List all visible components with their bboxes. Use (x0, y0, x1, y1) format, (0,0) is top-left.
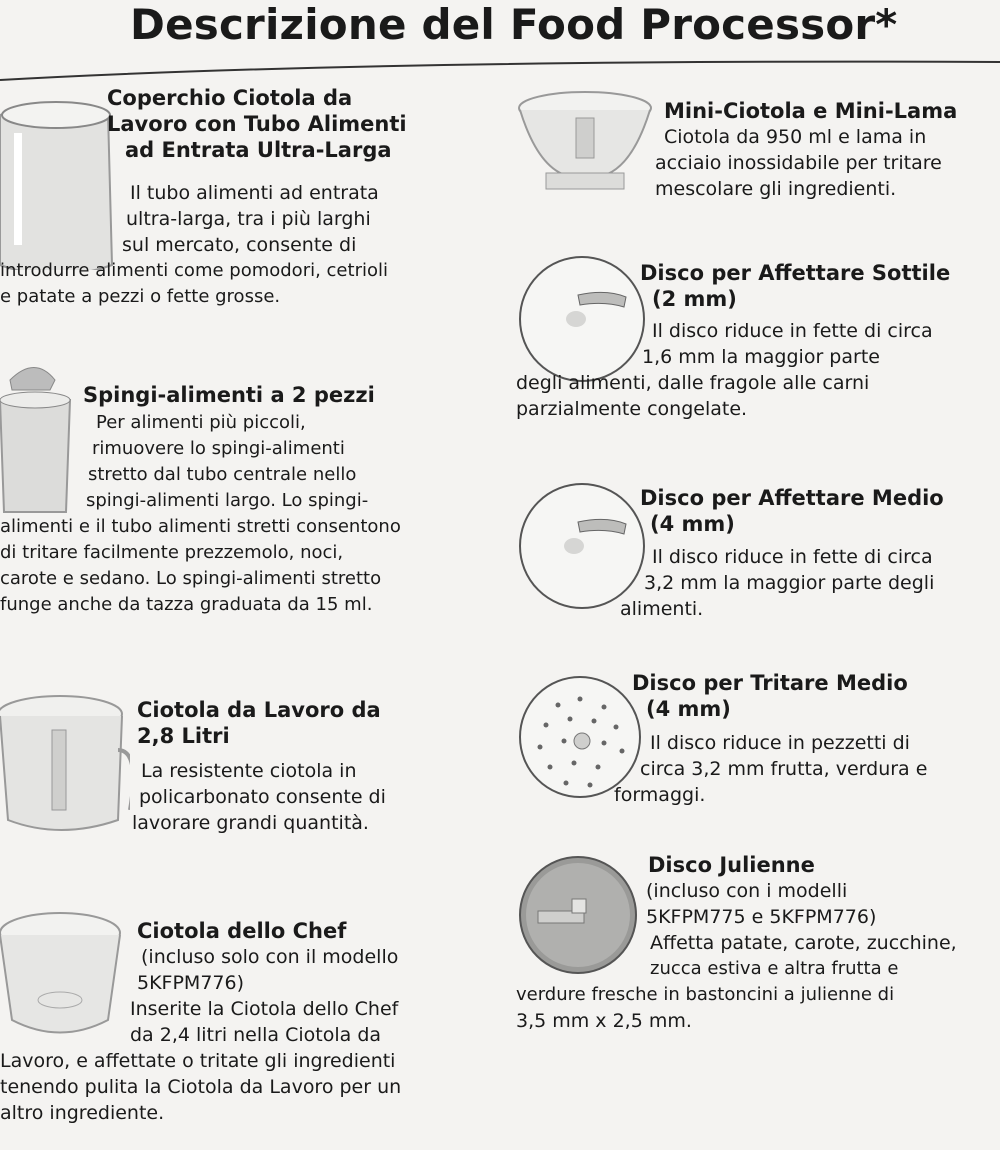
mini-description: Ciotola da 950 ml e lama in acciaio inossidabile per tritare mescolare gli ingredienti. (655, 126, 942, 200)
thin-heading-2: (2 mm) (652, 287, 737, 311)
julienne-heading: Disco Julienne (648, 853, 815, 877)
workbowl-description: La resistente ciotola in policarbonato consente di lavorare grandi quantità. (132, 760, 386, 834)
page-title: Descrizione del Food Processor* (130, 0, 898, 49)
header-rule (0, 50, 1000, 90)
item-shred-disc (632, 670, 908, 722)
lid-heading-3: ad Entrata Ultra-Larga (125, 138, 392, 162)
lid-description: Il tubo alimenti ad entrata ultra-larga, tra i più larghi sul mercato, consente di introdurre alimenti come pomodori, cetrioli e patate a pezzi o fette grosse. (0, 182, 388, 307)
shred-heading-2: (4 mm) (646, 697, 731, 721)
lid-heading-2: Lavoro con Tubo Alimenti (107, 112, 407, 136)
shred-heading-1: Disco per Tritare Medio (632, 671, 908, 695)
item-thin-disc (640, 260, 950, 312)
medium-heading-1: Disco per Affettare Medio (640, 486, 944, 510)
chef-heading: Ciotola dello Chef (137, 919, 347, 943)
lid-heading-1: Coperchio Ciotola da (107, 86, 353, 110)
pusher-description: Per alimenti più piccoli, rimuovere lo spingi-alimenti stretto dal tubo centrale nello spingi-alimenti largo. Lo spingi- alimenti e il tubo alimenti stretti consentono di tritare facilmente prezzemolo, noci, carote e sedano. Lo spingi-alimenti stretto funge anche da tazza graduata da 15 ml. (0, 412, 401, 615)
workbowl-heading-2: 2,8 Litri (137, 724, 230, 748)
thin-description: Il disco riduce in fette di circa 1,6 mm la maggior parte degli alimenti, dalle fragole alle carni parzialmente congelate. (516, 320, 933, 420)
item-workbowl (137, 697, 381, 749)
pusher-heading: Spingi-alimenti a 2 pezzi (83, 383, 375, 407)
chef-description: (incluso solo con il modello 5KFPM776) Inserite la Ciotola dello Chef da 2,4 litri nella Ciotola da Lavoro, e affettate o tritate gli ingredienti tenendo pulita la Ciotola da Lavoro per un altro ingrediente. (0, 946, 402, 1124)
shred-description: Il disco riduce in pezzetti di circa 3,2 mm frutta, verdura e formaggi. (614, 732, 928, 806)
item-lid (107, 85, 487, 163)
medium-heading-2: (4 mm) (650, 512, 735, 536)
thin-heading-1: Disco per Affettare Sottile (640, 261, 951, 285)
mini-heading: Mini-Ciotola e Mini-Lama (664, 99, 958, 123)
medium-description: Il disco riduce in fette di circa 3,2 mm la maggior parte degli alimenti. (620, 546, 935, 620)
mini-bowl-image (518, 88, 653, 198)
julienne-description: (incluso con i modelli 5KFPM775 e 5KFPM776) Affetta patate, carote, zucchine, zucca estiva e altra frutta e verdure fresche in bastoncini a julienne di 3,5 mm x 2,5 mm. (516, 880, 957, 1032)
workbowl-heading-1: Ciotola da Lavoro da (137, 698, 381, 722)
item-medium-disc (640, 485, 944, 537)
